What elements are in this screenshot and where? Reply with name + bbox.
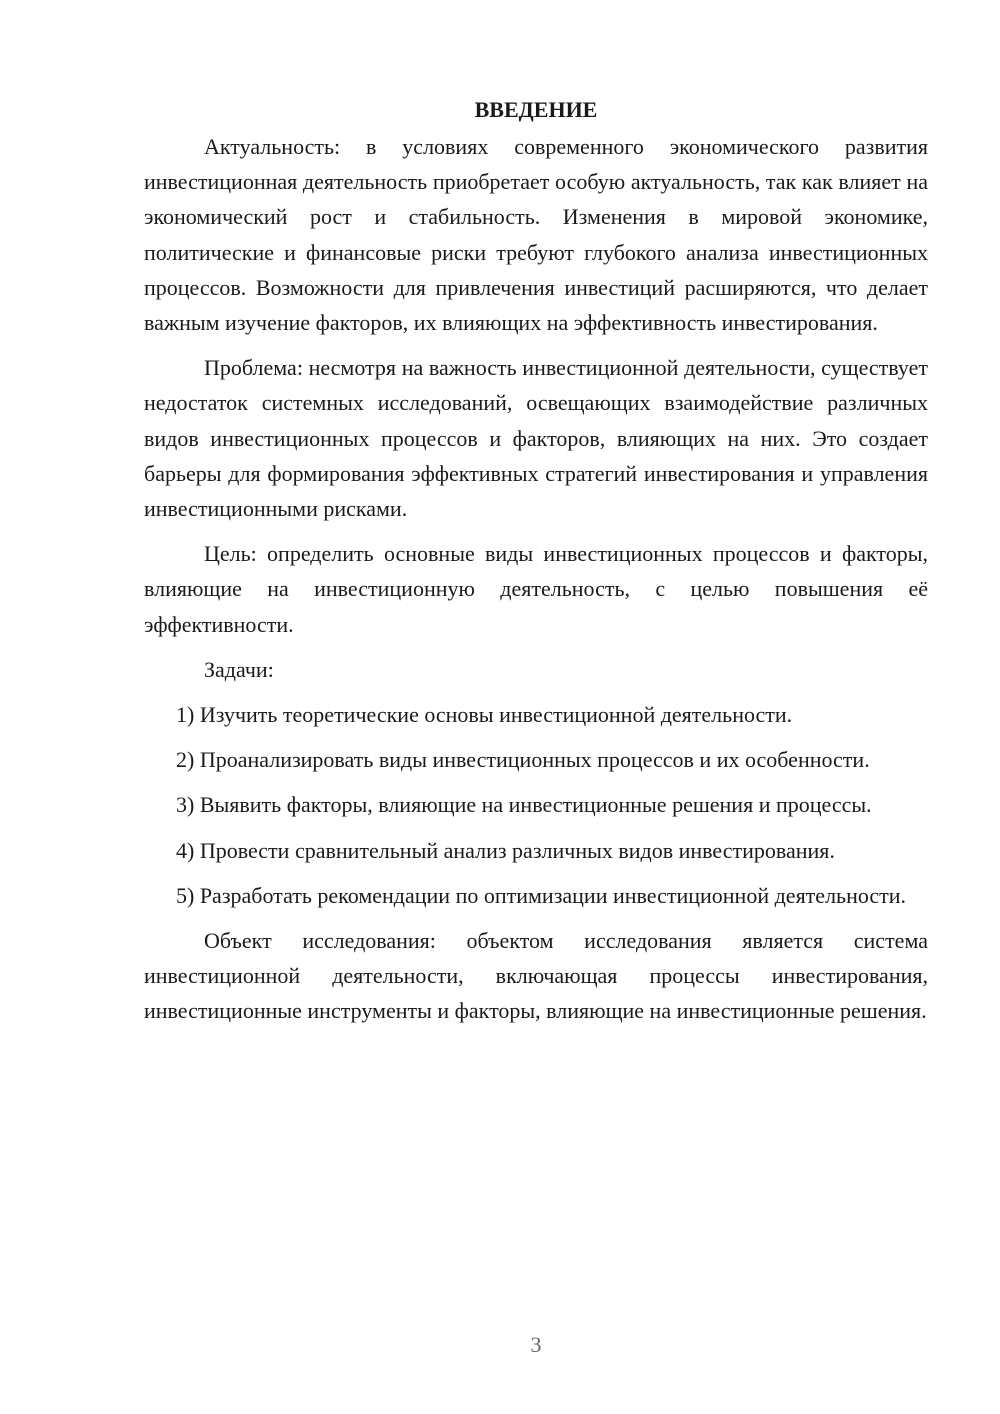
- task-item-4: 4) Провести сравнительный анализ различных видов инвестирования.: [176, 837, 835, 863]
- page-content: [144, 92, 928, 1039]
- relevance-paragraph: Актуальность: в условиях современного экономического развития инвестиционная деятельность приобретает особую актуальность, так как влияет на экономический рост и стабильность. Изменения в мировой экономике, политические и финансовые риски требуют глубокого анализа инвестиционных процессов. Возможности для привлечения инвестиций расширяются, что делает важным изучение факторов, их влияющих на эффективность инвестирования.: [144, 134, 928, 336]
- task-item-1: 1) Изучить теоретические основы инвестиционной деятельности.: [176, 702, 793, 728]
- page-title: ВВЕДЕНИЕ: [474, 97, 598, 122]
- task-item-3: 3) Выявить факторы, влияющие на инвестиционные решения и процессы.: [176, 792, 872, 818]
- task-item-2: 2) Проанализировать виды инвестиционных процессов и их особенности.: [176, 747, 870, 773]
- problem-paragraph: Проблема: несмотря на важность инвестиционной деятельности, существует недостаток системных исследований, освещающих взаимодействие различных видов инвестиционных процессов и факторов, влияющих на них. Это создает барьеры для формирования эффективных стратегий инвестирования и управления инвестиционными рисками.: [144, 355, 928, 522]
- tasks-heading: Задачи:: [204, 656, 274, 682]
- page-number: 3: [530, 1332, 542, 1357]
- task-item-5: 5) Разработать рекомендации по оптимизации инвестиционной деятельности.: [176, 882, 907, 908]
- object-paragraph: Объект исследования: объектом исследования является система инвестиционной деятельности, включающая процессы инвестирования, инвестиционные инструменты и факторы, влияющие на инвестиционные решения.: [144, 928, 928, 1024]
- goal-paragraph: Цель: определить основные виды инвестиционных процессов и факторы, влияющие на инвестиционную деятельность, с целью повышения её эффективности.: [144, 541, 928, 637]
